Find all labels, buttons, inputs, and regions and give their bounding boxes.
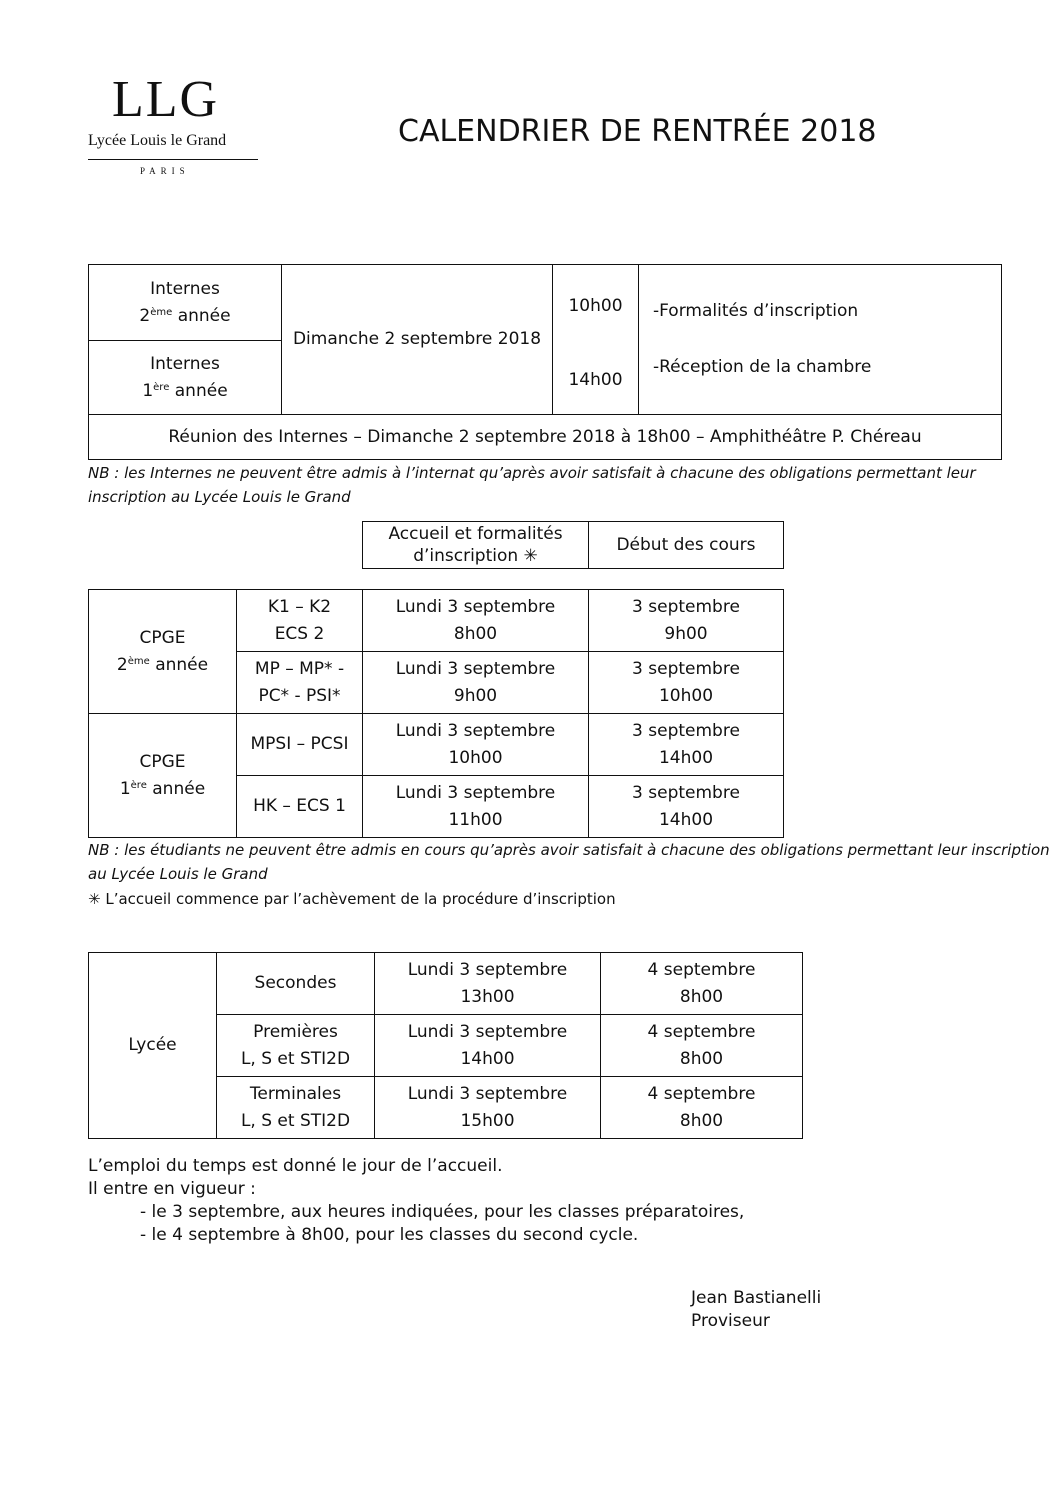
internes-time-2: 14h00 [553, 341, 639, 415]
column-headers [362, 521, 784, 569]
debut-cell: 3 septembre 9h00 [589, 590, 784, 652]
debut-cell: 3 septembre 14h00 [589, 714, 784, 776]
class-cell: Premières L, S et STI2D [217, 1015, 375, 1077]
accueil-cell: Lundi 3 septembre 8h00 [363, 590, 589, 652]
accueil-cell: Lundi 3 septembre 15h00 [375, 1077, 601, 1139]
internes-label: Internes [150, 278, 220, 299]
class-cell: HK – ECS 1 [237, 776, 363, 838]
accueil-cell: Lundi 3 septembre 13h00 [375, 953, 601, 1015]
accueil-cell: Lundi 3 septembre 14h00 [375, 1015, 601, 1077]
signature-name: Jean Bastianelli [691, 1288, 822, 1308]
internes-2-cell [89, 265, 282, 341]
internes-time-1: 10h00 [553, 265, 639, 341]
internes-tasks [639, 265, 1002, 415]
footer-bullet-2: - le 4 septembre à 8h00, pour les classes du second cycle. [140, 1225, 639, 1245]
signature-title: Proviseur [691, 1311, 770, 1331]
page-title: CALENDRIER DE RENTRÉE 2018 [398, 114, 877, 149]
class-cell: MP – MP* - PC* - PSI* [237, 652, 363, 714]
lycee-group: Lycée [89, 953, 217, 1139]
accueil-cell: Lundi 3 septembre 10h00 [363, 714, 589, 776]
cpge-table [88, 589, 784, 838]
cpge-1-group: CPGE 1ère année [89, 714, 237, 838]
footer-text [88, 1155, 744, 1247]
logo-divider [88, 159, 258, 160]
debut-cell: 3 septembre 14h00 [589, 776, 784, 838]
footer-bullet-1: - le 3 septembre, aux heures indiquées, pour les classes préparatoires, [140, 1202, 745, 1222]
internes-year: 1ère année [142, 380, 228, 401]
logo-city: PARIS [140, 166, 190, 176]
internes-year: 2ème année [139, 305, 231, 326]
debut-cell: 4 septembre 8h00 [601, 1077, 803, 1139]
internes-table [88, 264, 1002, 460]
internes-nb: NB : les Internes ne peuvent être admis à l’internat qu’après avoir satisfait à chacune des obligations permettant leur inscription au Lycée Louis le Grand [88, 464, 976, 506]
table-row [89, 953, 803, 1015]
cpge-nb: NB : les étudiants ne peuvent être admis en cours qu’après avoir satisfait à chacune des obligations permettant leur inscription au Lycée Louis le Grand [88, 841, 1050, 883]
footer-line-1: L’emploi du temps est donné le jour de l’accueil. [88, 1156, 503, 1176]
debut-cell: 3 septembre 10h00 [589, 652, 784, 714]
accueil-cell: Lundi 3 septembre 9h00 [363, 652, 589, 714]
logo-llg: LLG [112, 71, 220, 128]
internes-meeting: Réunion des Internes – Dimanche 2 septembre 2018 à 18h00 – Amphithéâtre P. Chéreau [89, 415, 1002, 460]
internes-1-cell [89, 341, 282, 415]
internes-label: Internes [150, 353, 220, 374]
debut-cell: 4 septembre 8h00 [601, 1015, 803, 1077]
internes-date: Dimanche 2 septembre 2018 [282, 265, 553, 415]
header-debut: Début des cours [589, 522, 784, 569]
star-note: ✳ L’accueil commence par l’achèvement de la procédure d’inscription [88, 890, 616, 908]
internes-task-2: -Réception de la chambre [653, 357, 872, 377]
cpge-2-group: CPGE 2ème année [89, 590, 237, 714]
internes-task-1: -Formalités d’inscription [653, 301, 859, 321]
lycee-table [88, 952, 803, 1139]
class-cell: Secondes [217, 953, 375, 1015]
table-row [89, 714, 784, 776]
class-cell: Terminales L, S et STI2D [217, 1077, 375, 1139]
class-cell: K1 – K2 ECS 2 [237, 590, 363, 652]
footer-line-2: Il entre en vigueur : [88, 1179, 256, 1199]
signature [691, 1287, 821, 1333]
class-cell: MPSI – PCSI [237, 714, 363, 776]
header-accueil: Accueil et formalités d’inscription ✳ [363, 522, 589, 569]
logo-school-name: Lycée Louis le Grand [88, 132, 227, 149]
table-row [89, 590, 784, 652]
accueil-cell: Lundi 3 septembre 11h00 [363, 776, 589, 838]
debut-cell: 4 septembre 8h00 [601, 953, 803, 1015]
